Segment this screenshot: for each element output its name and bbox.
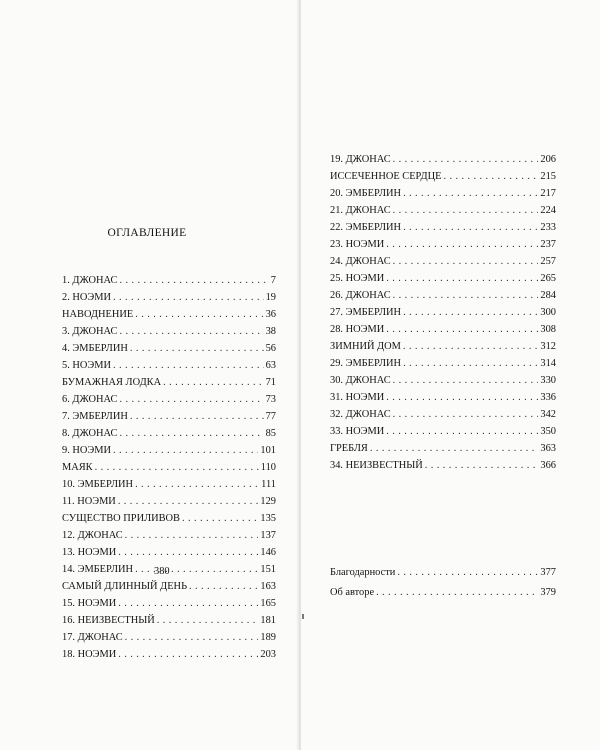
page-number: 380 — [154, 566, 170, 577]
toc-entry — [330, 355, 556, 372]
toc-entry-page: 366 — [540, 460, 556, 471]
toc-entry-page: 19 — [265, 292, 276, 303]
toc-entry-page: 336 — [540, 392, 556, 403]
toc-entry-page: 363 — [540, 443, 556, 454]
toc-leader-dots — [113, 357, 264, 374]
toc-leader-dots — [393, 202, 539, 219]
toc-entry-page: 135 — [260, 513, 276, 524]
toc-entry-title: 23. НОЭМИ — [330, 239, 385, 250]
toc-entry-title: 10. ЭМБЕРЛИН — [62, 479, 134, 490]
toc-leader-dots — [119, 391, 263, 408]
toc-leader-dots — [393, 253, 539, 270]
toc-entry-page: 73 — [265, 394, 276, 405]
toc-leader-dots — [393, 287, 539, 304]
toc-entry — [330, 583, 556, 603]
toc-entry — [330, 423, 556, 440]
toc-leader-dots — [393, 151, 539, 168]
toc-entry-title: 27. ЭМБЕРЛИН — [330, 307, 402, 318]
toc-entry-title: 13. НОЭМИ — [62, 547, 117, 558]
toc-leader-dots — [125, 527, 259, 544]
toc-entry-page: 85 — [265, 428, 276, 439]
toc-entry-title: 31. НОЭМИ — [330, 392, 385, 403]
toc-entry-title: СУЩЕСТВО ПРИЛИВОВ — [62, 513, 180, 524]
toc-entry-page: 312 — [540, 341, 556, 352]
toc-entry-page: 377 — [540, 567, 556, 578]
toc-leader-dots — [443, 168, 538, 185]
toc-entry-page: 56 — [265, 343, 276, 354]
toc-entry — [330, 185, 556, 202]
toc-entry — [330, 270, 556, 287]
toc-entry-title: 18. НОЭМИ — [62, 649, 117, 660]
toc-entry — [330, 457, 556, 474]
toc-entry-page: 379 — [540, 587, 556, 598]
toc-entry-page: 284 — [540, 290, 556, 301]
toc-leader-dots — [189, 578, 258, 595]
toc-entry-page: 38 — [265, 326, 276, 337]
toc-leader-dots — [119, 323, 263, 340]
toc-entry-title: Об авторе — [330, 587, 375, 598]
toc-entry-page: 137 — [260, 530, 276, 541]
toc-entry-title: 4. ЭМБЕРЛИН — [62, 343, 128, 354]
toc-entry-page: 308 — [540, 324, 556, 335]
toc-leader-dots — [130, 408, 264, 425]
toc-list-left — [62, 272, 276, 663]
toc-entry — [62, 289, 276, 306]
toc-entry — [62, 510, 276, 527]
toc-entry-page: 217 — [540, 188, 556, 199]
toc-entry-title: 30. ДЖОНАС — [330, 375, 391, 386]
toc-entry-title: 22. ЭМБЕРЛИН — [330, 222, 402, 233]
toc-entry — [62, 357, 276, 374]
toc-entry — [62, 459, 276, 476]
toc-entry — [330, 151, 556, 168]
toc-entry-page: 233 — [540, 222, 556, 233]
toc-entry-page: 77 — [265, 411, 276, 422]
toc-entry-page: 71 — [265, 377, 276, 388]
toc-entry-title: 7. ЭМБЕРЛИН — [62, 411, 128, 422]
toc-leader-dots — [403, 185, 538, 202]
toc-entry — [62, 272, 276, 289]
toc-entry-page: 215 — [540, 171, 556, 182]
toc-entry — [62, 476, 276, 493]
toc-entry — [62, 425, 276, 442]
toc-leader-dots — [403, 219, 538, 236]
toc-entry-title: НАВОДНЕНИЕ — [62, 309, 134, 320]
toc-entry — [330, 287, 556, 304]
toc-entry — [330, 563, 556, 583]
toc-entry — [62, 408, 276, 425]
toc-entry-title: 25. НОЭМИ — [330, 273, 385, 284]
toc-entry-title: 20. ЭМБЕРЛИН — [330, 188, 402, 199]
toc-leader-dots — [397, 563, 538, 583]
toc-entry-title: 6. ДЖОНАС — [62, 394, 118, 405]
toc-entry-page: 101 — [260, 445, 276, 456]
toc-entry-title: 26. ДЖОНАС — [330, 290, 391, 301]
toc-entry-page: 314 — [540, 358, 556, 369]
toc-entry-page: 146 — [260, 547, 276, 558]
toc-entry-title: 24. ДЖОНАС — [330, 256, 391, 267]
toc-entry-title: 2. НОЭМИ — [62, 292, 112, 303]
toc-entry-title: 9. НОЭМИ — [62, 445, 112, 456]
toc-leader-dots — [386, 236, 538, 253]
toc-entry-page: 206 — [540, 154, 556, 165]
toc-leader-dots — [157, 612, 259, 629]
toc-leader-dots — [403, 338, 539, 355]
toc-entry-title: 16. НЕИЗВЕСТНЫЙ — [62, 615, 155, 626]
toc-leader-dots — [119, 425, 263, 442]
toc-leader-dots — [425, 457, 539, 474]
toc-entry-page: 342 — [540, 409, 556, 420]
toc-entry — [330, 219, 556, 236]
toc-leader-dots — [386, 423, 538, 440]
toc-leader-dots — [119, 272, 268, 289]
toc-leader-dots — [118, 595, 258, 612]
backmatter-list — [330, 563, 556, 603]
toc-entry-title: Благодарности — [330, 567, 396, 578]
toc-heading: ОГЛАВЛЕНИЕ — [107, 227, 187, 239]
toc-leader-dots — [135, 306, 263, 323]
toc-entry — [62, 612, 276, 629]
toc-entry-page: 330 — [540, 375, 556, 386]
toc-entry — [330, 202, 556, 219]
toc-entry-page: 111 — [261, 479, 276, 490]
toc-entry-page: 257 — [540, 256, 556, 267]
toc-entry-page: 7 — [270, 275, 276, 286]
toc-leader-dots — [130, 340, 264, 357]
toc-entry — [62, 374, 276, 391]
toc-entry-title: 3. ДЖОНАС — [62, 326, 118, 337]
toc-entry-title: 21. ДЖОНАС — [330, 205, 391, 216]
toc-leader-dots — [376, 583, 538, 603]
toc-entry-page: 110 — [260, 462, 276, 473]
toc-entry-page: 350 — [540, 426, 556, 437]
toc-entry-title: 5. НОЭМИ — [62, 360, 112, 371]
toc-entry — [62, 340, 276, 357]
toc-leader-dots — [403, 304, 538, 321]
toc-entry — [62, 527, 276, 544]
toc-entry-page: 189 — [260, 632, 276, 643]
paper-speck — [302, 614, 304, 619]
toc-entry-title: 34. НЕИЗВЕСТНЫЙ — [330, 460, 423, 471]
toc-entry — [62, 578, 276, 595]
toc-entry — [330, 168, 556, 185]
toc-entry-page: 237 — [540, 239, 556, 250]
toc-entry-page: 36 — [265, 309, 276, 320]
toc-entry — [62, 323, 276, 340]
toc-entry-title: 28. НОЭМИ — [330, 324, 385, 335]
toc-leader-dots — [113, 289, 264, 306]
toc-entry — [62, 442, 276, 459]
toc-entry-title: 15. НОЭМИ — [62, 598, 117, 609]
toc-leader-dots — [125, 629, 259, 646]
toc-leader-dots — [118, 493, 259, 510]
toc-entry — [330, 372, 556, 389]
toc-entry-title: 14. ЭМБЕРЛИН — [62, 564, 134, 575]
toc-entry — [62, 544, 276, 561]
toc-entry-page: 224 — [540, 205, 556, 216]
toc-entry-title: ЗИМНИЙ ДОМ — [330, 341, 401, 352]
toc-list-right — [330, 151, 556, 474]
toc-entry-title: 32. ДЖОНАС — [330, 409, 391, 420]
toc-entry-title: ИССЕЧЕННОЕ СЕРДЦЕ — [330, 171, 442, 182]
toc-leader-dots — [386, 321, 538, 338]
toc-entry-page: 163 — [260, 581, 276, 592]
toc-leader-dots — [386, 389, 538, 406]
toc-entry-title: 11. НОЭМИ — [62, 496, 116, 507]
toc-leader-dots — [386, 270, 538, 287]
toc-leader-dots — [182, 510, 258, 527]
toc-entry-page: 129 — [260, 496, 276, 507]
toc-leader-dots — [135, 476, 259, 493]
toc-entry — [330, 406, 556, 423]
left-page — [0, 0, 299, 750]
toc-entry-title: 19. ДЖОНАС — [330, 154, 391, 165]
toc-leader-dots — [393, 372, 539, 389]
toc-entry — [330, 321, 556, 338]
toc-entry-title: САМЫЙ ДЛИННЫЙ ДЕНЬ — [62, 581, 188, 592]
toc-entry — [62, 493, 276, 510]
toc-entry-title: 12. ДЖОНАС — [62, 530, 123, 541]
toc-entry — [62, 391, 276, 408]
toc-leader-dots — [118, 646, 258, 663]
toc-entry-page: 151 — [260, 564, 276, 575]
toc-entry — [330, 440, 556, 457]
toc-entry-page: 165 — [260, 598, 276, 609]
toc-entry — [330, 253, 556, 270]
toc-entry-page: 63 — [265, 360, 276, 371]
toc-entry-title: 33. НОЭМИ — [330, 426, 385, 437]
toc-entry-title: 17. ДЖОНАС — [62, 632, 123, 643]
toc-leader-dots — [95, 459, 259, 476]
toc-entry — [330, 304, 556, 321]
toc-entry — [330, 389, 556, 406]
toc-entry-page: 300 — [540, 307, 556, 318]
toc-leader-dots — [403, 355, 538, 372]
toc-entry-title: 29. ЭМБЕРЛИН — [330, 358, 402, 369]
toc-entry — [330, 236, 556, 253]
toc-entry-title: МАЯК — [62, 462, 93, 473]
toc-entry-page: 265 — [540, 273, 556, 284]
toc-entry-title: 8. ДЖОНАС — [62, 428, 118, 439]
toc-entry-title: ГРЕБЛЯ — [330, 443, 368, 454]
toc-leader-dots — [370, 440, 539, 457]
toc-entry-page: 203 — [260, 649, 276, 660]
toc-entry-page: 181 — [260, 615, 276, 626]
toc-entry — [330, 338, 556, 355]
toc-entry — [62, 595, 276, 612]
toc-entry-title: БУМАЖНАЯ ЛОДКА — [62, 377, 162, 388]
toc-leader-dots — [118, 544, 258, 561]
toc-leader-dots — [163, 374, 264, 391]
toc-entry — [62, 646, 276, 663]
toc-entry — [62, 629, 276, 646]
toc-entry — [62, 306, 276, 323]
toc-leader-dots — [393, 406, 539, 423]
toc-entry-title: 1. ДЖОНАС — [62, 275, 118, 286]
toc-leader-dots — [113, 442, 258, 459]
